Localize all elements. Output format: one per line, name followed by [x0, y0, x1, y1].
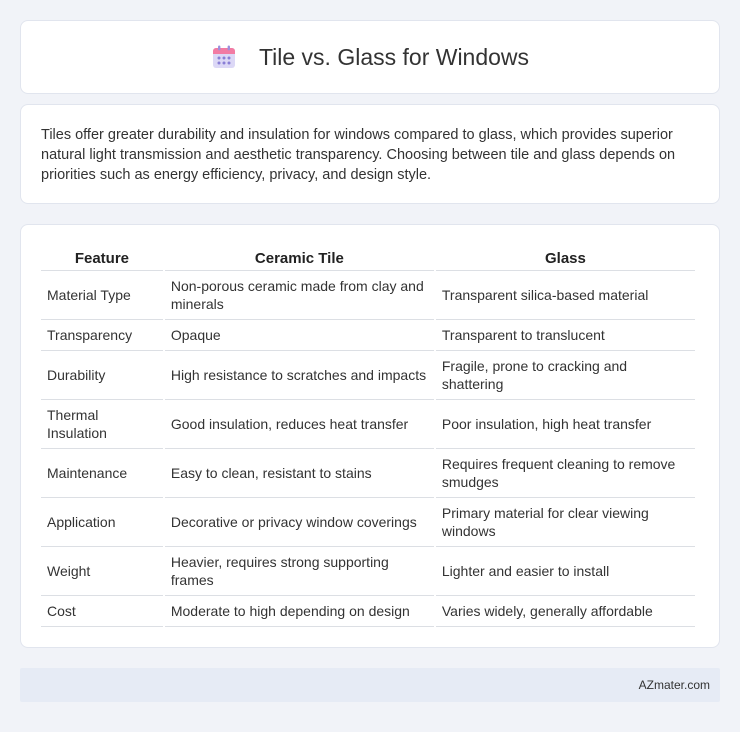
intro-text: Tiles offer greater durability and insulation for windows compared to glass, which provides superior natural light transmission and aesthetic transparency. Choosing between tile and glass depends on priorities such as energy efficiency, privacy, and design style.	[41, 127, 676, 183]
glass-cell: Requires frequent cleaning to remove smudges	[436, 449, 695, 498]
calendar-icon	[211, 44, 237, 70]
feature-cell: Application	[41, 498, 163, 547]
ceramic-tile-cell: Good insulation, reduces heat transfer	[165, 400, 434, 449]
footer-site-link[interactable]: AZmater.com	[638, 678, 710, 692]
table-header-row	[41, 245, 695, 271]
ceramic-tile-cell: Easy to clean, resistant to stains	[165, 449, 434, 498]
table-row	[41, 320, 695, 351]
glass-cell: Transparent silica-based material	[436, 271, 695, 320]
ceramic-tile-cell: Heavier, requires strong supporting frames	[165, 547, 434, 596]
glass-cell: Primary material for clear viewing windows	[436, 498, 695, 547]
feature-cell: Transparency	[41, 320, 163, 351]
table-row	[41, 400, 695, 449]
ceramic-tile-cell: Decorative or privacy window coverings	[165, 498, 434, 547]
ceramic-tile-cell: Opaque	[165, 320, 434, 351]
header-feature: Feature	[41, 245, 163, 271]
feature-cell: Cost	[41, 596, 163, 627]
title-card	[20, 20, 720, 94]
intro-card	[20, 104, 720, 204]
feature-cell: Maintenance	[41, 449, 163, 498]
glass-cell: Lighter and easier to install	[436, 547, 695, 596]
glass-cell: Varies widely, generally affordable	[436, 596, 695, 627]
table-row	[41, 271, 695, 320]
glass-cell: Transparent to translucent	[436, 320, 695, 351]
ceramic-tile-cell: High resistance to scratches and impacts	[165, 351, 434, 400]
table-row	[41, 547, 695, 596]
comparison-table	[39, 245, 697, 627]
feature-cell: Material Type	[41, 271, 163, 320]
glass-cell: Fragile, prone to cracking and shattering	[436, 351, 695, 400]
table-row	[41, 596, 695, 627]
table-row	[41, 498, 695, 547]
ceramic-tile-cell: Non-porous ceramic made from clay and minerals	[165, 271, 434, 320]
title-wrap	[211, 44, 529, 71]
ceramic-tile-cell: Moderate to high depending on design	[165, 596, 434, 627]
feature-cell: Durability	[41, 351, 163, 400]
comparison-table-card	[20, 224, 720, 648]
table-row	[41, 351, 695, 400]
feature-cell: Weight	[41, 547, 163, 596]
header-glass: Glass	[436, 245, 695, 271]
page-title: Tile vs. Glass for Windows	[258, 43, 530, 70]
glass-cell: Poor insulation, high heat transfer	[436, 400, 695, 449]
feature-cell: Thermal Insulation	[41, 400, 163, 449]
header-ceramic-tile: Ceramic Tile	[165, 245, 434, 271]
footer-bar	[20, 668, 720, 702]
table-row	[41, 449, 695, 498]
